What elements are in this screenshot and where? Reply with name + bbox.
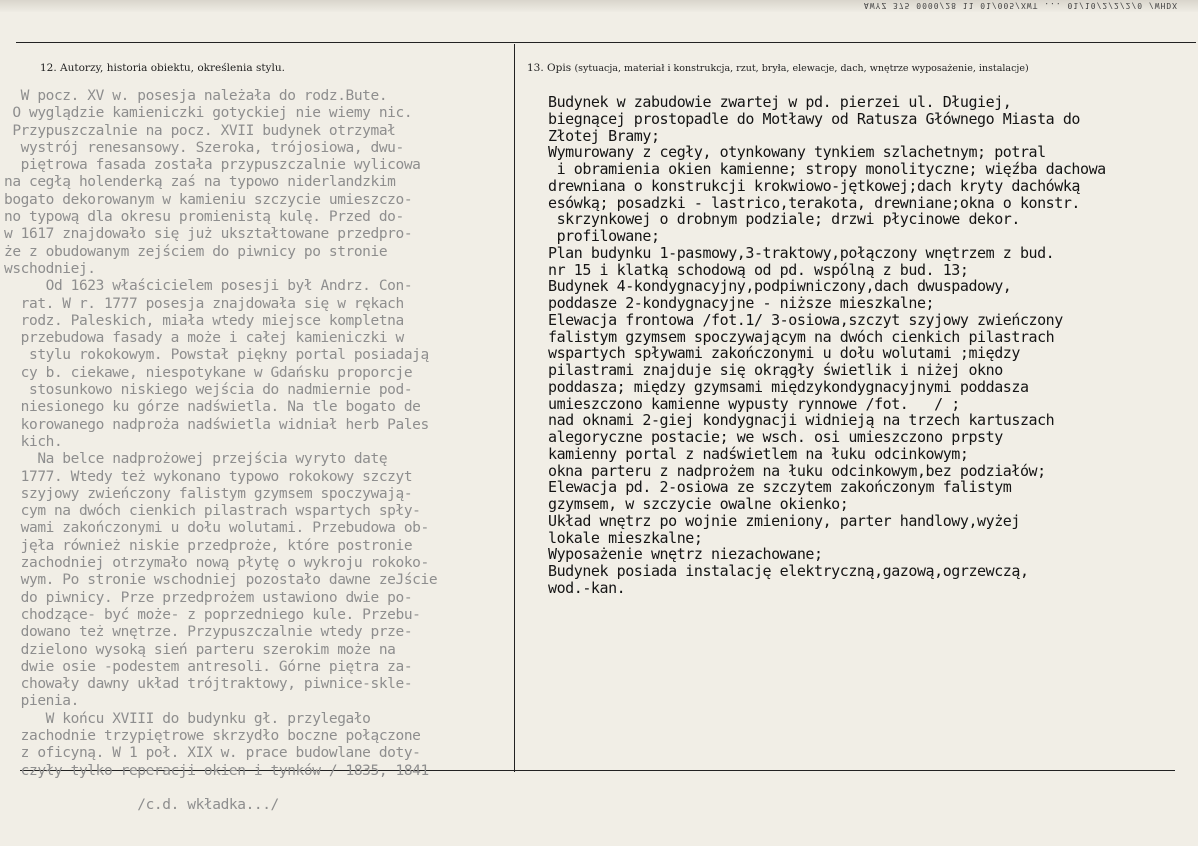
description-text-line: i obramienia okien kamienne; stropy monolityczne; więźba dachowa [548, 161, 1106, 178]
history-text-line: Przypuszczalnie na pocz. XVII budynek otrzymał [4, 122, 396, 139]
history-text-line: bogato dekorowanym w kamieniu szczycie umieszczo- [4, 191, 413, 208]
history-text-line: rodz. Paleskich, miała wtedy miejsce kompletna [4, 312, 404, 329]
description-text-line: esówką; posadzki - lastrico,terakota, drewniane;okna o konstr. [548, 194, 1081, 212]
description-text-line: alegoryczne postacie; we wsch. osi umieszczono prpsty [548, 429, 1003, 446]
description-text-line: Elewacja pd. 2-osiowa ze szczytem zakończonym falistym [548, 479, 1012, 496]
description-text-line: Budynek w zabudowie zwartej w pd. pierzei ul. Długiej, [548, 94, 1012, 111]
history-text-line: zachodnie trzypiętrowe skrzydło boczne połączone [4, 727, 421, 744]
description-text-line: wod.-kan. [548, 579, 626, 597]
section-13-subtitle: (sytuacja, materiał i konstrukcja, rzut, bryła, elewacje, dach, wnętrze wyposażenie, instalacje) [574, 63, 1029, 74]
history-text-line: W końcu XVIII do budynku gł. przylegało [4, 710, 371, 727]
history-text-line: kich. [4, 433, 63, 450]
description-text-line: Układ wnętrz po wojnie zmieniony, parter handlowy,wyżej [548, 512, 1020, 530]
history-text-block [4, 88, 514, 814]
description-text-line: Wymurowany z cegły, otynkowany tynkiem szlachetnym; potral [548, 144, 1046, 161]
description-text-line: lokale mieszkalne; [548, 529, 703, 547]
section-13-title: Opis [547, 62, 572, 74]
history-text-line: korowanego nadproża nadświetla widniał herb Pales [4, 416, 429, 433]
description-text-line: drewniana o konstrukcji krokwiowo-jętkowej;dach kryty dachówką [548, 177, 1081, 195]
description-text-line: poddasza; między gzymsami międzykondygnacyjnymi poddasza [548, 378, 1029, 396]
top-code: AWYZ 375 0000/28 11 01/005/XWT ... 01/10/2/2/2/0 /WHDX [863, 1, 1178, 10]
history-text-line: niesionego ku górze nadświetla. Na tle bogato de [4, 399, 421, 416]
section-12-number: 12. [40, 62, 57, 74]
history-text-line: jęła również niskie przedproże, które postronie [4, 537, 413, 554]
history-text-line: rat. W r. 1777 posesja znajdowała się w rękach [4, 295, 404, 312]
history-text-line: pienia. [4, 693, 79, 710]
description-text-line: Elewacja frontowa /fot.1/ 3-osiowa,szczyt szyjowy zwieńczony [548, 311, 1063, 329]
description-text-line: profilowane; [548, 228, 660, 245]
history-text-line: /c.d. wkładka.../ [4, 797, 279, 814]
description-text-line: skrzynkowej o drobnym podziale; drzwi płycinowe dekor. [548, 211, 1020, 228]
history-text-line: cy b. ciekawe, niespotykane w Gdańsku proporcje [4, 364, 413, 381]
history-text-line: szyjowy zwieńczony falistym gzymsem spoczywają- [4, 485, 413, 502]
history-text-line: Na belce nadprożowej przejścia wyryto datę [4, 451, 388, 468]
history-text-line: zachodniej otrzymało nową płytę o wykroju rokoko- [4, 555, 429, 572]
history-text-line: do piwnicy. Prze przedprożem ustawiono dwie po- [4, 589, 413, 606]
history-text-line: wym. Po stronie wschodniej pozostało dawne zeJście [4, 572, 438, 589]
history-text-line: z oficyną. W 1 poł. XIX w. prace budowlane doty- [4, 745, 421, 762]
description-text-line: pilastrami znajduje się okrągły świetlik i niżej okno [548, 362, 1003, 379]
description-text-line: kamienny portal z nadświetlem na łuku odcinkowym; [548, 445, 969, 463]
description-text-line: Wyposażenie wnętrz niezachowane; [548, 546, 823, 563]
history-text-line: na cegłą holenderką zaś na typowo niderlandzkim [4, 174, 396, 191]
description-text-line: nad oknami 2-giej kondygnacji widnieją na trzech kartuszach [548, 412, 1055, 429]
section-12-title: Autorzy, historia obiektu, określenia stylu. [60, 62, 285, 74]
description-text-line: gzymsem, w szczycie owalne okienko; [548, 496, 849, 513]
history-text-line: cym na dwóch cienkich pilastrach wspartych spły- [4, 503, 421, 520]
section-13-heading [527, 62, 1029, 74]
history-text-line: przebudowa fasady a może i całej kamieniczki w [4, 330, 404, 347]
history-text-line: no typową dla okresu promienistą kulę. Przed do- [4, 209, 404, 226]
description-text-line: okna parteru z nadprożem na łuku odcinkowym,bez podziałów; [548, 462, 1046, 480]
history-text-line: że z obudowanym zejściem do piwnicy po stronie [4, 243, 388, 260]
history-text-line: chowały dawny układ trójtraktowy, piwnice-skle- [4, 676, 413, 693]
history-text-line: dzielono wysoką sień parteru szerokim może na [4, 641, 396, 658]
description-text-line: wspartych spływami zakończonymi u dołu wolutami ;między [548, 345, 1020, 362]
top-rule [16, 42, 1196, 43]
history-text-line: O wyglądzie kamieniczki gotyckiej nie wiemy nic. [4, 105, 413, 122]
history-text-line: stosunkowo niskiego wejścia do nadmiernie pod- [4, 382, 413, 399]
description-text-block [548, 94, 1188, 597]
section-12-heading [40, 62, 285, 74]
history-text-line: wschodniej. [4, 260, 96, 277]
history-text-line: dowano też wnętrze. Przypuszczalnie wtedy prze- [4, 624, 413, 641]
description-text-line: falistym gzymsem spoczywającym na dwóch cienkich pilastrach [548, 328, 1055, 346]
history-text-line: czyły tylko reperacji okien i tynków / 1835, 1841 [4, 762, 429, 779]
description-text-line: Plan budynku 1-pasmowy,3-traktowy,połączony wnętrzem z bud. [548, 244, 1055, 262]
description-text-line: poddasze 2-kondygnacyjne - niższe mieszkalne; [548, 295, 935, 312]
history-text-line: stylu rokokowym. Powstał piękny portal posiadają [4, 347, 429, 364]
history-text-line: 1777. Wtedy też wykonano typowo rokokowy szczyt [4, 468, 413, 485]
description-text-line: umieszczono kamienne wypusty rynnowe /fot. / ; [548, 395, 960, 413]
column-divider [514, 44, 515, 772]
history-text-line: chodzące- być może- z poprzedniego kule. Przebu- [4, 606, 421, 623]
history-text-line: W pocz. XV w. posesja należała do rodz.Bute. [4, 88, 388, 104]
history-text-line: w 1617 znajdowało się już ukształtowane przedpro- [4, 226, 413, 243]
history-text-line: wami zakończonymi u dołu wolutami. Przebudowa ob- [4, 520, 429, 537]
description-text-line: nr 15 i klatką schodową od pd. wspólną z bud. 13; [548, 261, 969, 279]
description-text-line: Złotej Bramy; [548, 127, 660, 145]
description-text-line: Budynek posiada instalację elektryczną,gazową,ogrzewczą, [548, 563, 1029, 580]
history-text-line: wystrój renesansowy. Szeroka, trójosiowa, dwu- [4, 139, 404, 156]
history-text-line [4, 780, 514, 797]
description-text-line: biegnącej prostopadle do Motławy od Ratusza Głównego Miasta do [548, 110, 1081, 128]
history-text-line: dwie osie -podestem antresoli. Górne piętra za- [4, 658, 413, 675]
history-text-line: piętrowa fasada została przypuszczalnie wylicowa [4, 157, 421, 174]
description-text-line: Budynek 4-kondygnacyjny,podpiwniczony,dach dwuspadowy, [548, 278, 1012, 295]
history-text-line: Od 1623 właścicielem posesji był Andrz. Con- [4, 278, 413, 295]
section-13-number: 13. [527, 62, 544, 74]
